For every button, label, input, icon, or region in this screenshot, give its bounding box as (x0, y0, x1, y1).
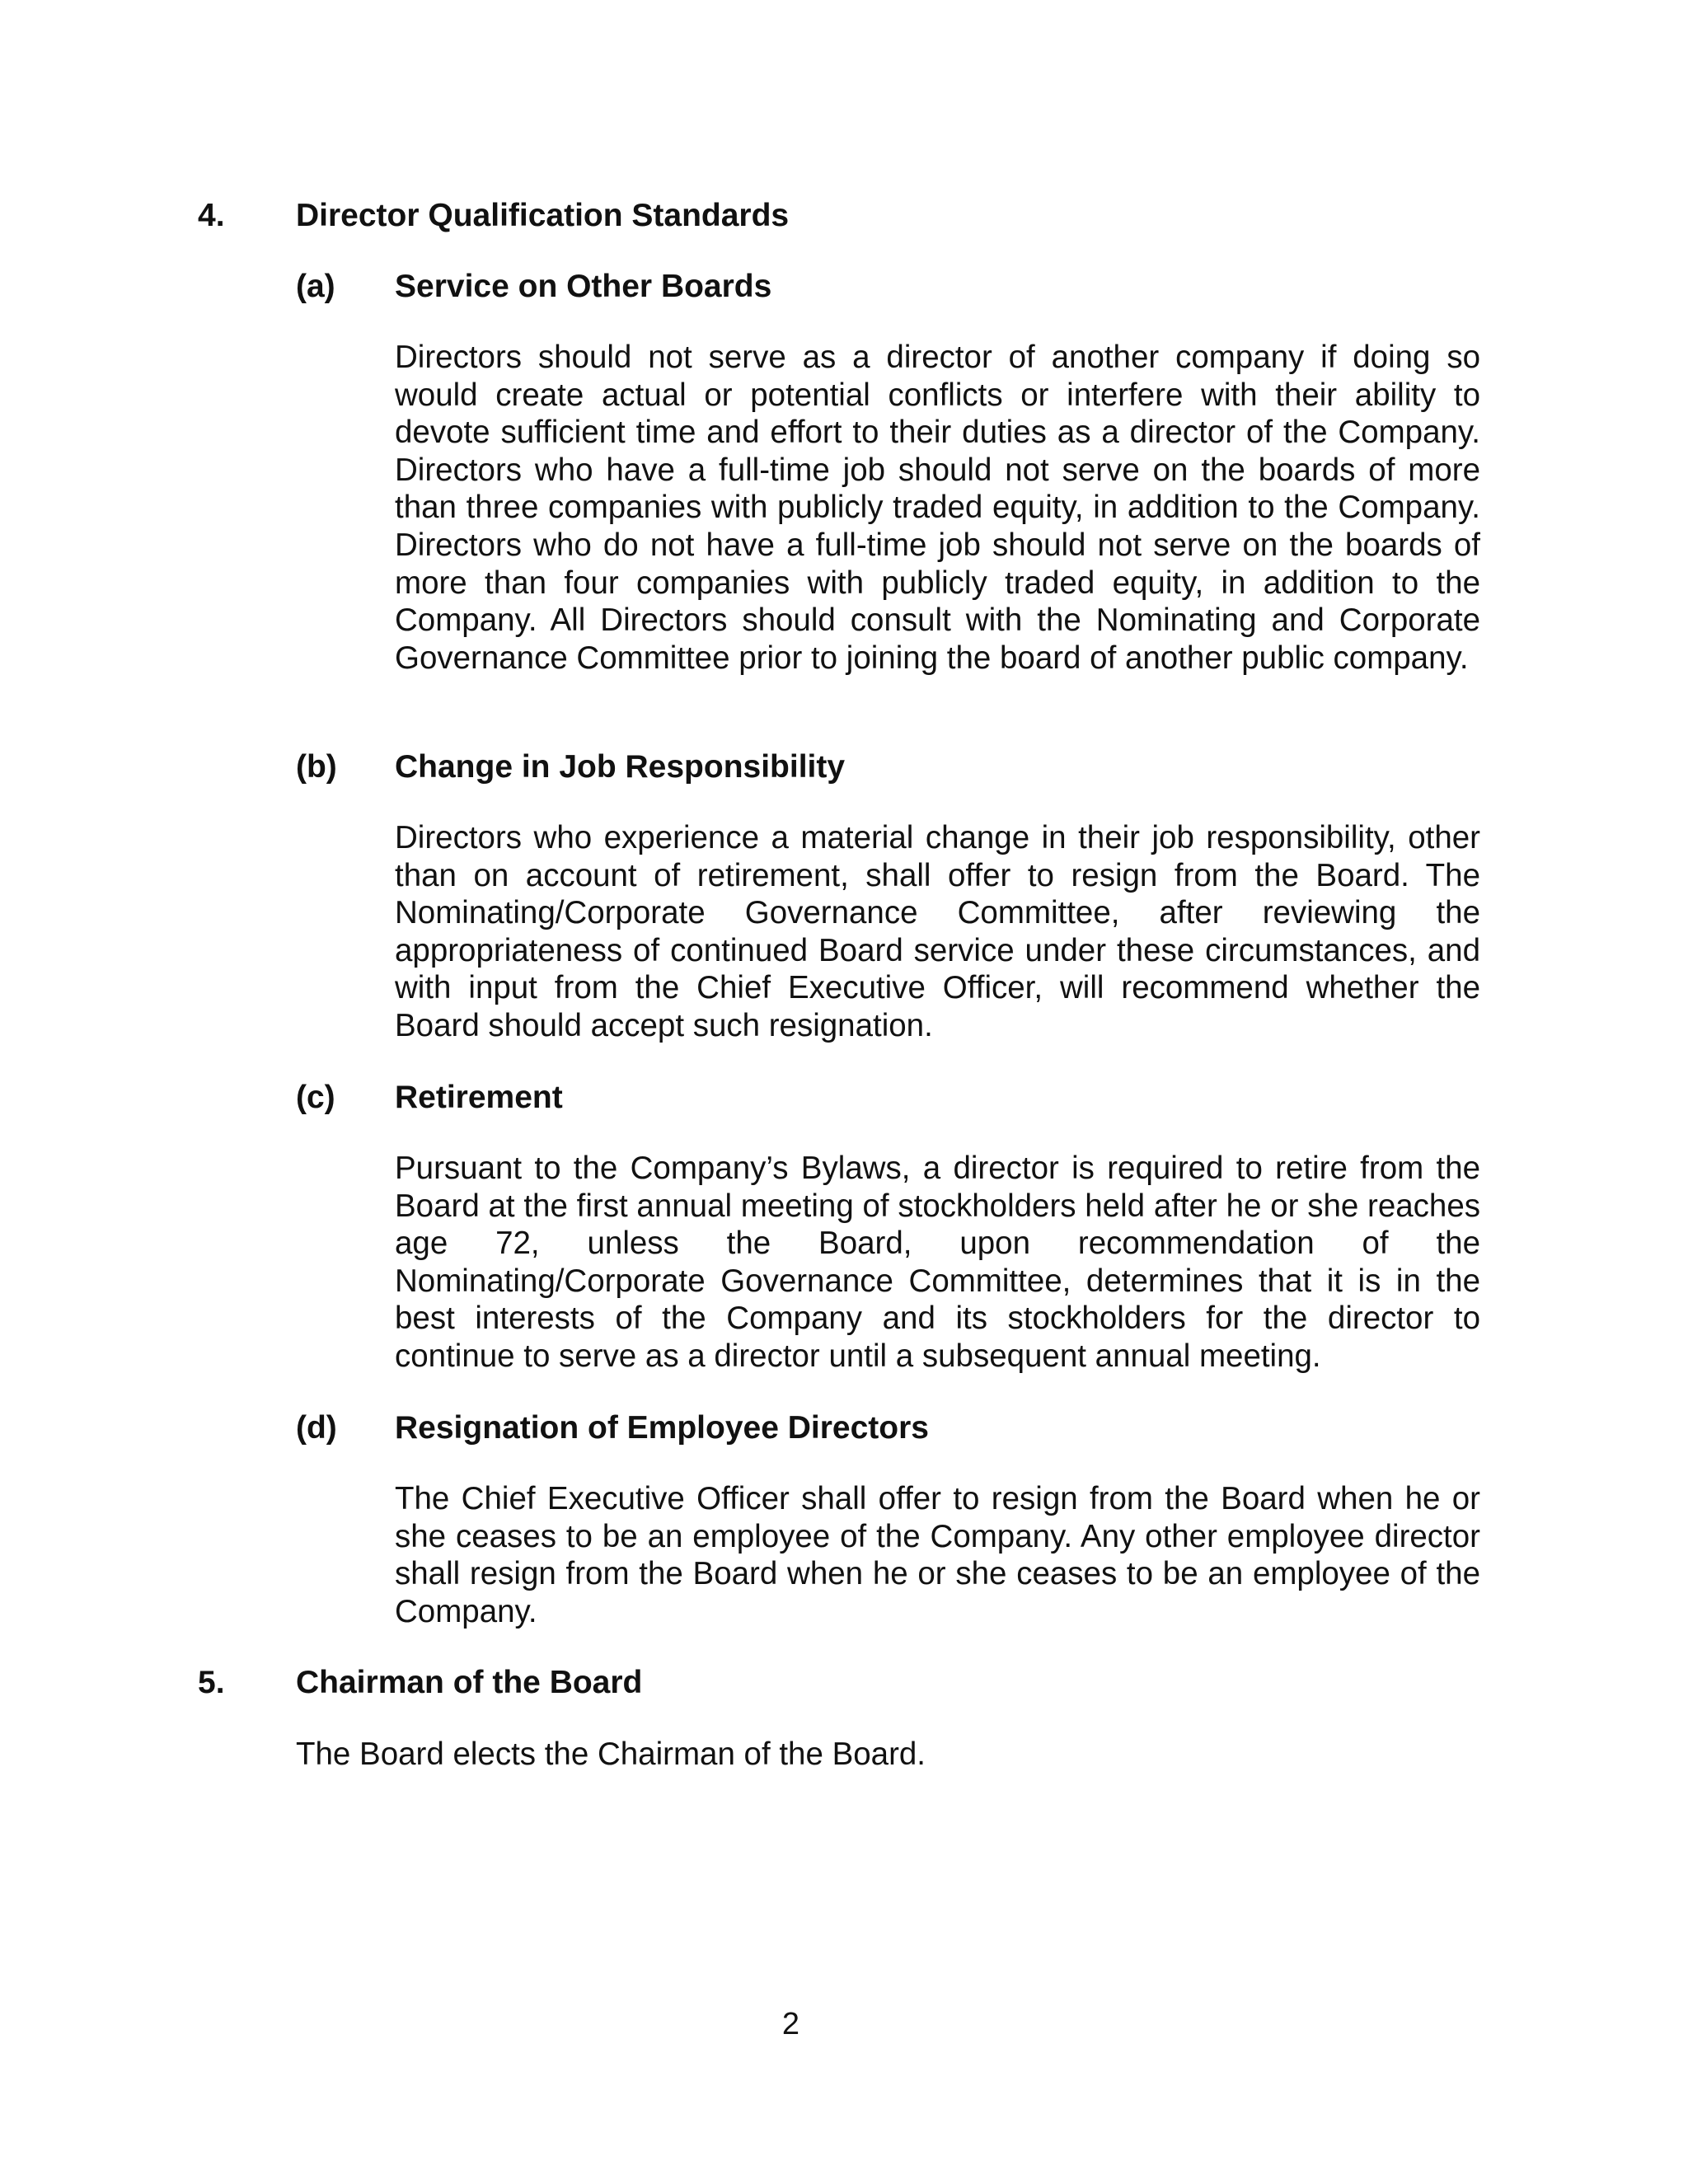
subsection-c-text: Pursuant to the Company’s Bylaws, a director is required to retire from the Board at the first annual meeting of stockholders held after he or she reaches age 72, unless the Board, upon recommendation of the Nominating/Corporate Governance Committee, determines that it is in the best interests of the Company and its stockholders for the director to continue to serve as a director until a subsequent annual meeting. (395, 1151, 1480, 1374)
section-5-number: 5. (198, 1665, 225, 1700)
page-number: 2 (781, 2007, 800, 2041)
subsection-b-title: Change in Job Responsibility (395, 749, 846, 785)
section-4-number: 4. (198, 198, 225, 233)
subsection-a-label: (a) (296, 269, 335, 304)
section-5-text: The Board elects the Chairman of the Board. (296, 1736, 926, 1772)
subsection-b-label: (b) (296, 749, 337, 785)
subsection-c-label: (c) (296, 1080, 335, 1115)
subsection-b-text: Directors who experience a material change in their job responsibility, other than on account of retirement, shall offer to resign from the Board. The Nominating/Corporate Governance Committee, after reviewing the appropriateness of continued Board service under these circumstances, and with input from the Chief Executive Officer, will recommend whether the Board should accept such resignation. (395, 820, 1480, 1043)
section-4-title: Director Qualification Standards (296, 198, 790, 233)
subsection-d-text: The Chief Executive Officer shall offer to resign from the Board when he or she ceases to be an employee of the Company. Any other employee director shall resign from the Board when he or she ceases to be an employee of the Company. (395, 1481, 1480, 1629)
subsection-d-title: Resignation of Employee Directors (395, 1410, 929, 1446)
subsection-a-text: Directors should not serve as a director of another company if doing so would create actual or potential conflicts or interfere with their ability to devote sufficient time and effort to their duties as a director of the Company. Directors who have a full-time job should not serve on the boards of more than three companies with publicly traded equity, in addition to the Company. Directors who do not have a full-time job should not serve on the boards of more than four companies with publicly traded equity, in addition to the Company. All Directors should consult with the Nominating and Corporate Governance Committee prior to joining the board of another public company. (395, 340, 1480, 676)
section-5-title: Chairman of the Board (296, 1665, 643, 1700)
subsection-c-title: Retirement (395, 1080, 563, 1115)
subsection-a-title: Service on Other Boards (395, 269, 772, 304)
subsection-d-label: (d) (296, 1410, 337, 1446)
